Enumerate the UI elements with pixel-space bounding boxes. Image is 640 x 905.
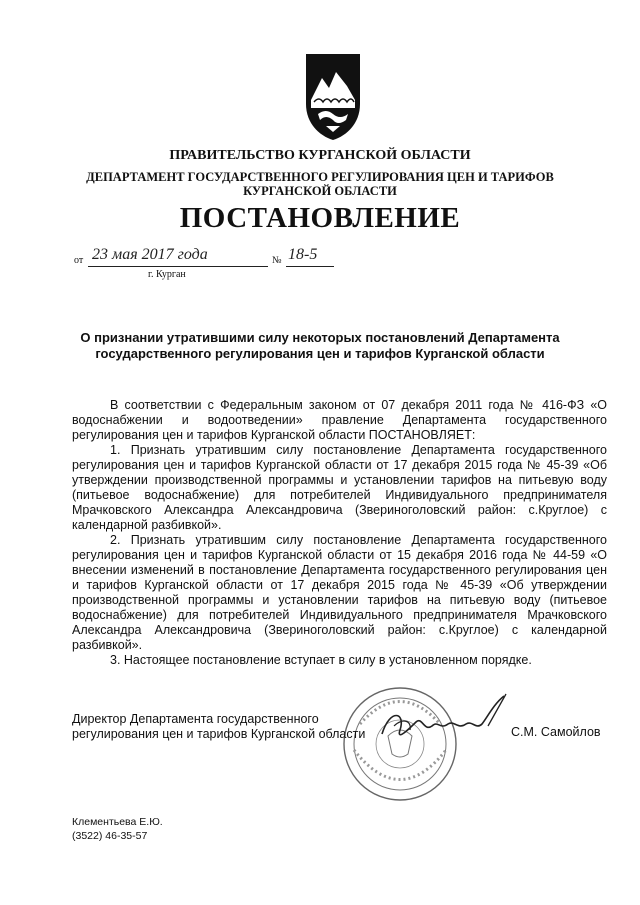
date-field [88,246,268,267]
number-label: № [272,255,282,266]
government-name: ПРАВИТЕЛЬСТВО КУРГАНСКОЙ ОБЛАСТИ [169,148,471,163]
subject-line1: О признании утратившими силу некоторых постановлений Департамента [80,330,560,345]
executor-phone: (3522) 46-35-57 [72,830,148,842]
department-name-line2: КУРГАНСКОЙ ОБЛАСТИ [243,184,397,198]
document-body [72,398,607,668]
signatory-title-line1: Директор Департамента государственного [72,712,319,726]
document-subject [0,330,640,362]
document-type-title: ПОСТАНОВЛЕНИЕ [179,202,461,234]
department-name-line1: ДЕПАРТАМЕНТ ГОСУДАРСТВЕННОГО РЕГУЛИРОВАНИЯ ЦЕН И ТАРИФОВ [86,170,554,184]
signatory-title-line2: регулирования цен и тарифов Курганской области [72,727,366,741]
number-handwritten: 18-5 [288,246,318,263]
clause-1: 1. Признать утратившим силу постановление Департамента государственного регулирования цен и тарифов Курганской области от 17 декабря 2015 года № 45-39 «Об утверждении производственной программы и установлении тарифов на питьевую воду (питьевое водоснабжение) для потребителей Индивидуального предпринимателя Мрачковского Александра Александровича (Звериноголовский район: с.Круглое) с календарной разбивкой». [72,443,607,532]
clause-3: 3. Настоящее постановление вступает в силу в установленном порядке. [110,653,532,667]
city-label: г. Курган [148,269,186,280]
date-prefix: от [74,255,84,266]
signatory-name: С.М. Самойлов [511,725,601,739]
signatory-position [72,712,365,742]
clause-2: 2. Признать утратившим силу постановление Департамента государственного регулирования цен и тарифов Курганской области от 15 декабря 2016 года № 44-59 «О внесении изменений в постановление Департамента государственного регулирования цен и тарифов Курганской области от 17 декабря 2015 года № 45-39 «Об утверждении производственной программы и установлении тарифов на питьевую воду (питьевое водоснабжение) для потребителей Индивидуального предпринимателя Мрачковского Александра Александровича (Звериноголовский район: с.Круглое) с календарной разбивкой». [72,533,607,652]
executor-name: Клементьева Е.Ю. [72,816,163,828]
number-field [286,246,334,267]
date-handwritten: 23 мая 2017 года [92,246,208,263]
preamble-paragraph: В соответствии с Федеральным законом от 07 декабря 2011 года № 416-ФЗ «О водоснабжении и водоотведении» правление Департамента государственного регулирования цен и тарифов Курганской области ПОСТАНОВЛЯЕТ: [72,398,607,442]
executor-contact [72,815,163,843]
coat-of-arms-icon [302,52,364,142]
handwritten-signature [376,690,511,750]
subject-line2: государственного регулирования цен и тарифов Курганской области [95,346,545,361]
